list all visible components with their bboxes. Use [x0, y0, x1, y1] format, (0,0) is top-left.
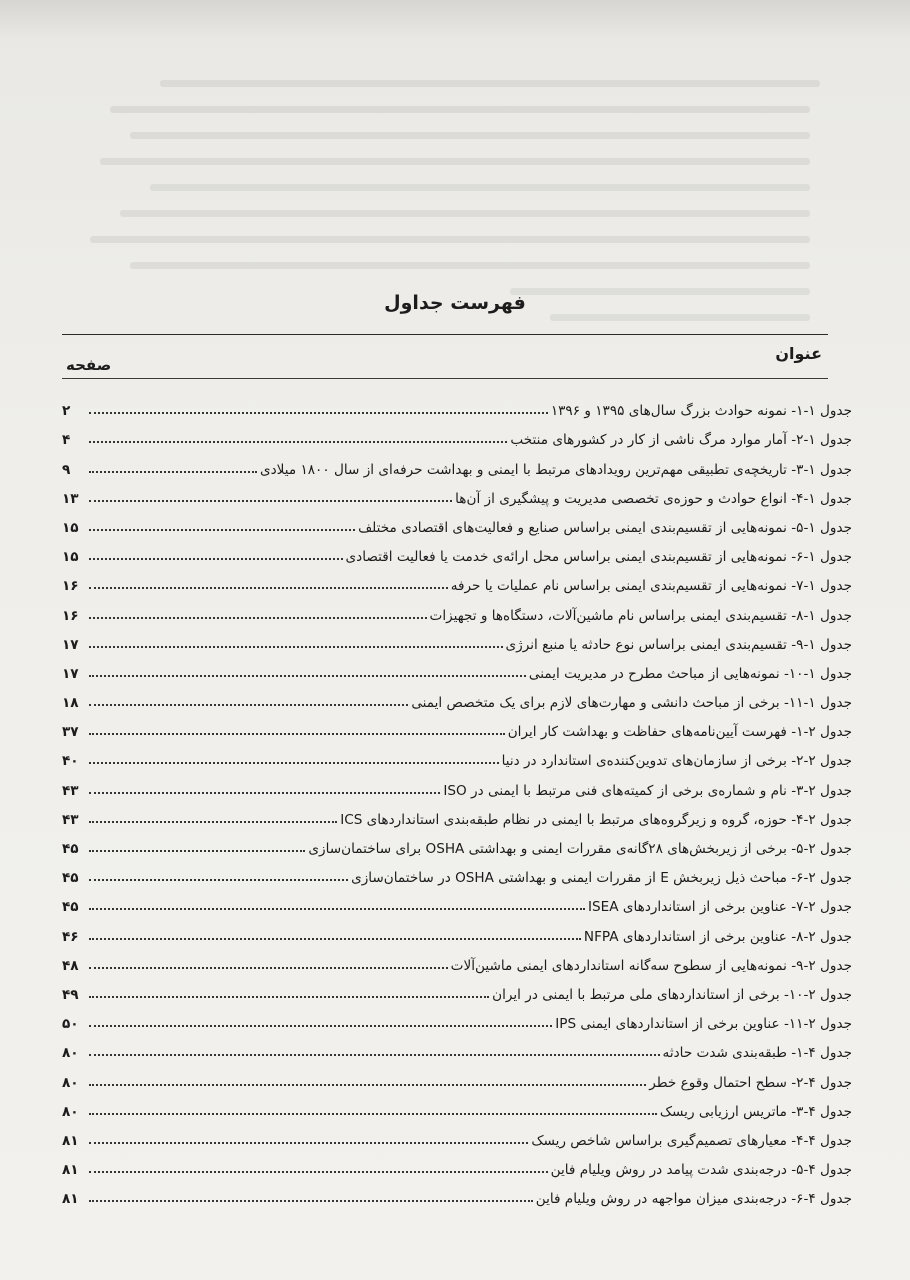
toc-entry-page: ۸۰	[62, 1045, 79, 1062]
dot-leader	[89, 500, 452, 502]
toc-entry-page: ۱۵	[62, 519, 79, 536]
toc-entry	[62, 419, 852, 448]
dot-leader	[89, 762, 499, 764]
dot-leader	[89, 1084, 646, 1086]
ghost-line	[130, 262, 810, 269]
toc-entry	[62, 507, 852, 536]
toc-entry	[62, 682, 852, 711]
toc-entry	[62, 1032, 852, 1061]
toc-entry-title: جدول ۴-۵- درجه‌بندی شدت پیامد در روش ویلیام فاین	[550, 1162, 852, 1179]
toc-entry-page: ۴۹	[62, 986, 79, 1003]
toc-entry-page: ۱۳	[62, 490, 79, 507]
toc-entry-page: ۱۷	[62, 636, 79, 653]
toc-entry	[62, 740, 852, 769]
toc-entry	[62, 565, 852, 594]
column-header-page: صفحه	[66, 356, 112, 374]
ghost-line	[90, 236, 810, 243]
dot-leader	[89, 646, 503, 648]
toc-entry-page: ۴۳	[62, 782, 79, 799]
toc-entry-page: ۸۱	[62, 1162, 79, 1179]
toc-entry	[62, 1120, 852, 1149]
toc-entry-page: ۴۰	[62, 753, 79, 770]
toc-entry	[62, 390, 852, 419]
toc-entry-title: جدول ۴-۴- معیارهای تصمیم‌گیری براساس شاخص ریسک	[531, 1132, 852, 1149]
dot-leader	[89, 529, 355, 531]
toc-entry	[62, 711, 852, 740]
toc-entry-title: جدول ۲-۸- عناوین برخی از استانداردهای NFPA	[583, 928, 852, 945]
toc-entry-title: جدول ۲-۱- فهرست آیین‌نامه‌های حفاظت و بهداشت کار ایران	[507, 724, 852, 741]
toc-entry-page: ۲	[62, 403, 71, 420]
dot-leader	[89, 675, 526, 677]
toc-entry-page: ۹	[62, 461, 71, 478]
toc-entry-title: جدول ۱-۳- تاریخچه‌ی تطبیقی مهم‌ترین رویدادهای مرتبط با ایمنی و بهداشت حرفه‌ای از سال ۱۸۰۰ میلادی	[259, 461, 852, 478]
toc-entry	[62, 857, 852, 886]
toc-entry-page: ۱۶	[62, 607, 79, 624]
toc-entry-page: ۴	[62, 432, 71, 449]
ghost-line	[120, 210, 810, 217]
toc-entry-title: جدول ۴-۶- درجه‌بندی میزان مواجهه در روش ویلیام فاین	[535, 1191, 852, 1208]
dot-leader	[89, 471, 257, 473]
toc-entry	[62, 653, 852, 682]
dot-leader	[89, 617, 427, 619]
toc-entry-page: ۴۳	[62, 811, 79, 828]
toc-entry-title: جدول ۲-۲- برخی از سازمان‌های تدوین‌کننده‌ی استاندارد در دنیا	[501, 753, 852, 770]
dot-leader	[89, 587, 448, 589]
dot-leader	[89, 412, 548, 414]
dot-leader	[89, 1113, 657, 1115]
dot-leader	[89, 792, 440, 794]
ghost-line	[130, 132, 810, 139]
toc-entry-page: ۱۵	[62, 549, 79, 566]
toc-entry-title: جدول ۲-۴- حوزه، گروه و زیرگروه‌های مرتبط با ایمنی در نظام طبقه‌بندی استانداردهای ICS	[340, 811, 852, 828]
page-top-shadow	[0, 0, 910, 40]
dot-leader	[89, 821, 337, 823]
toc-entry-title: جدول ۱-۱۱- برخی از مباحث دانشی و مهارت‌های لازم برای یک متخصص ایمنی	[411, 695, 852, 712]
toc-entry	[62, 915, 852, 944]
ghost-line	[550, 314, 810, 321]
toc-entry-title: جدول ۱-۱- نمونه حوادث بزرگ سال‌های ۱۳۹۵ و ۱۳۹۶	[550, 403, 852, 420]
toc-entry-title: جدول ۱-۱۰- نمونه‌هایی از مباحث مطرح در مدیریت ایمنی	[528, 665, 852, 682]
toc-entry-title: جدول ۲-۵- برخی از زیربخش‌های ۲۸گانه‌ی مقررات ایمنی و بهداشتی OSHA برای ساختمان‌سازی	[308, 841, 852, 857]
toc-entry-page: ۵۰	[62, 1016, 79, 1033]
ghost-line	[150, 184, 810, 191]
dot-leader	[89, 1054, 660, 1056]
dot-leader	[89, 938, 581, 940]
toc-entry	[62, 536, 852, 565]
toc-entry	[62, 945, 852, 974]
table-of-tables-list	[62, 390, 852, 1207]
toc-entry-title: جدول ۲-۷- عناوین برخی از استانداردهای ISEA	[588, 899, 852, 916]
toc-entry	[62, 594, 852, 623]
toc-entry-title: جدول ۲-۱۰- برخی از استانداردهای ملی مرتبط با ایمنی در ایران	[492, 986, 852, 1003]
toc-entry-page: ۴۸	[62, 957, 79, 974]
column-header-title: عنوان	[775, 344, 822, 363]
toc-entry	[62, 1149, 852, 1178]
toc-entry	[62, 828, 852, 857]
toc-entry-title: جدول ۴-۲- سطح احتمال وقوع خطر	[649, 1074, 852, 1091]
dot-leader	[89, 850, 305, 852]
toc-entry-page: ۸۰	[62, 1074, 79, 1091]
toc-entry	[62, 886, 852, 915]
dot-leader	[89, 1142, 528, 1144]
dot-leader	[89, 967, 448, 969]
toc-entry-page: ۸۱	[62, 1132, 79, 1149]
page-title: فهرست جداول	[384, 292, 526, 314]
toc-entry-title: جدول ۲-۱۱- عناوین برخی از استانداردهای ایمنی IPS	[555, 1016, 852, 1033]
toc-entry-page: ۱۷	[62, 665, 79, 682]
toc-entry-title: جدول ۱-۶- نمونه‌هایی از تقسیم‌بندی ایمنی براساس محل ارائه‌ی خدمت یا فعالیت اقتصادی	[345, 549, 852, 566]
toc-entry-title: جدول ۴-۳- ماتریس ارزیابی ریسک	[659, 1103, 852, 1120]
toc-entry-page: ۳۷	[62, 724, 79, 741]
toc-entry-page: ۴۵	[62, 841, 79, 857]
toc-entry-page: ۴۵	[62, 899, 79, 916]
toc-entry	[62, 974, 852, 1003]
toc-entry	[62, 1061, 852, 1090]
toc-entry	[62, 1091, 852, 1120]
toc-entry-title: جدول ۱-۴- انواع حوادث و حوزه‌ی تخصصی مدیریت و پیشگیری از آن‌ها	[455, 490, 852, 507]
header-top-rule	[62, 334, 828, 335]
toc-entry	[62, 1178, 852, 1207]
toc-entry	[62, 624, 852, 653]
dot-leader	[89, 879, 348, 881]
toc-entry-page: ۸۱	[62, 1191, 79, 1208]
ghost-line	[160, 80, 820, 87]
toc-entry	[62, 1003, 852, 1032]
dot-leader	[89, 441, 507, 443]
toc-entry	[62, 448, 852, 477]
ghost-line	[100, 158, 810, 165]
toc-entry-title: جدول ۱-۷- نمونه‌هایی از تقسیم‌بندی ایمنی براساس نام عملیات یا حرفه	[450, 578, 852, 595]
toc-entry	[62, 478, 852, 507]
toc-entry-title: جدول ۲-۳- نام و شماره‌ی برخی از کمیته‌های فنی مرتبط با ایمنی در ISO	[443, 782, 852, 799]
ghost-line	[110, 106, 810, 113]
dot-leader	[89, 996, 489, 998]
toc-entry-page: ۸۰	[62, 1103, 79, 1120]
dot-leader	[89, 704, 408, 706]
toc-entry-title: جدول ۲-۶- مباحث ذیل زیربخش E از مقررات ایمنی و بهداشتی OSHA در ساختمان‌سازی	[351, 870, 852, 887]
dot-leader	[89, 908, 585, 910]
toc-entry-title: جدول ۱-۲- آمار موارد مرگ ناشی از کار در کشورهای منتخب	[510, 432, 852, 449]
toc-entry-title: جدول ۴-۱- طبقه‌بندی شدت حادثه	[662, 1045, 852, 1062]
toc-entry-title: جدول ۱-۹- تقسیم‌بندی ایمنی براساس نوع حادثه یا منبع انرژی	[505, 636, 852, 653]
dot-leader	[89, 558, 343, 560]
toc-entry	[62, 769, 852, 798]
toc-entry-page: ۴۶	[62, 928, 79, 945]
dot-leader	[89, 1200, 533, 1202]
toc-entry-title: جدول ۱-۸- تقسیم‌بندی ایمنی براساس نام ماشین‌آلات، دستگاه‌ها و تجهیزات	[429, 607, 852, 624]
dot-leader	[89, 1171, 548, 1173]
header-bottom-rule	[62, 378, 828, 379]
toc-entry-title: جدول ۲-۹- نمونه‌هایی از سطوح سه‌گانه استانداردهای ایمنی ماشین‌آلات	[450, 957, 852, 974]
toc-entry-page: ۴۵	[62, 870, 79, 887]
toc-entry-page: ۱۸	[62, 695, 79, 712]
dot-leader	[89, 1025, 552, 1027]
toc-entry-page: ۱۶	[62, 578, 79, 595]
toc-entry	[62, 799, 852, 828]
dot-leader	[89, 733, 505, 735]
toc-entry-title: جدول ۱-۵- نمونه‌هایی از تقسیم‌بندی ایمنی براساس صنایع و فعالیت‌های اقتصادی مختلف	[358, 519, 852, 536]
